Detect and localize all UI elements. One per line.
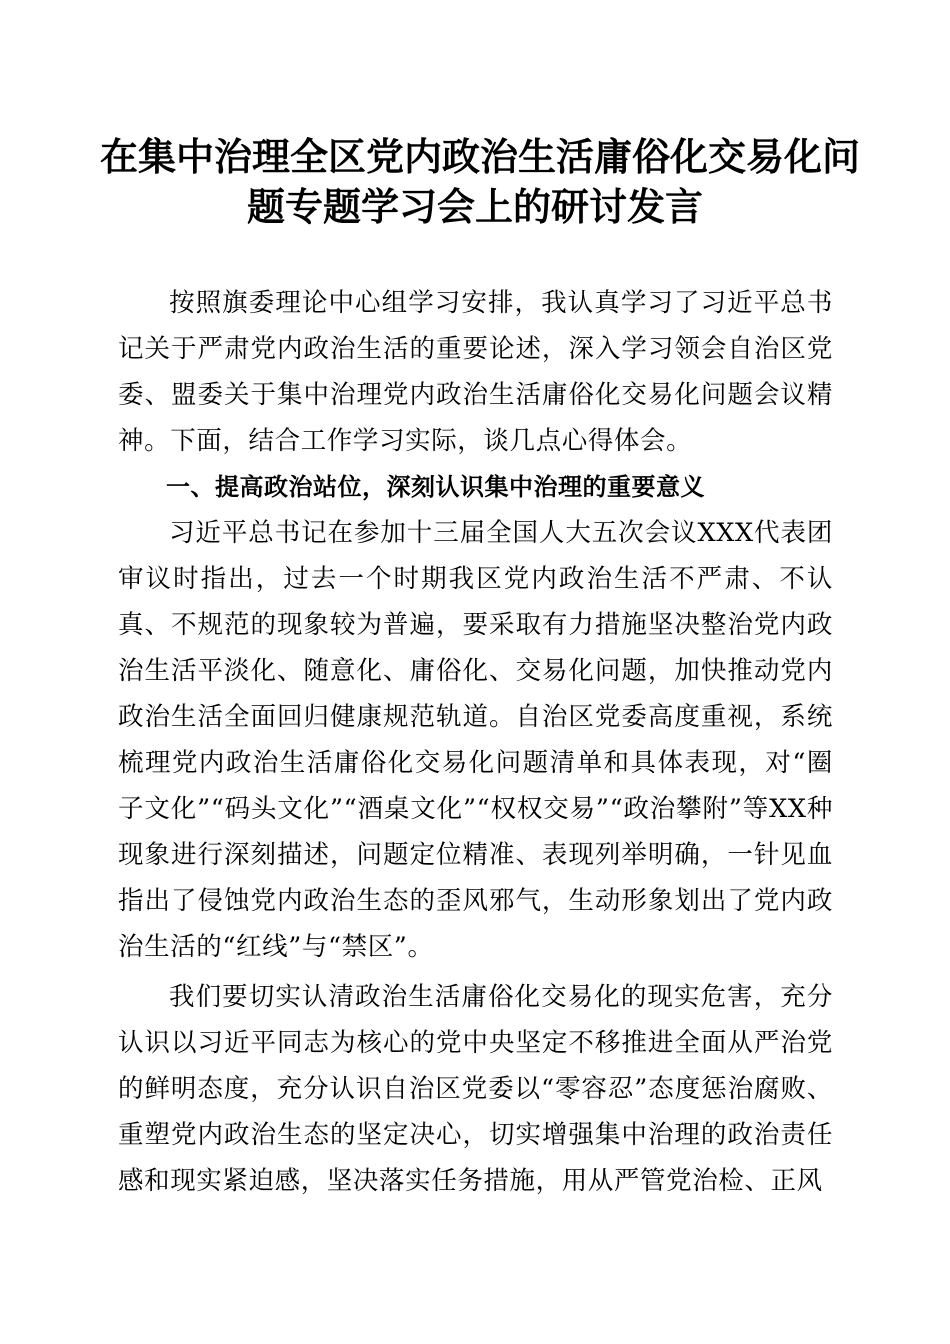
body-paragraph-2: 我们要切实认清政治生活庸俗化交易化的现实危害，充分认识以习近平同志为核心的党中央坚定不移推进全面从严治党的鲜明态度，充分认识自治区党委以“零容忍”态度惩治腐败、重塑党内政治生态的坚定决心，切实增强集中治理的政治责任感和现实紧迫感，坚决落实任务措施，用从严管党治检、正风 — [118, 982, 833, 1196]
intro-paragraph: 按照旗委理论中心组学习安排，我认真学习了习近平总书记关于严肃党内政治生活的重要论述，深入学习领会自治区党委、盟委关于集中治理党内政治生活庸俗化交易化问题会议精神。下面，结合工作学习实际，谈几点心得体会。 — [118, 288, 833, 456]
document-title — [100, 132, 861, 232]
document-body — [118, 280, 833, 1204]
title-line-2: 题专题学习会上的研讨发言 — [246, 184, 703, 229]
body-paragraph-1: 习近平总书记在参加十三届全国人大五次会议XXX代表团审议时指出，过去一个时期我区党内政治生活不严肃、不认真、不规范的现象较为普遍，要采取有力措施坚决整治党内政治生活平淡化、随意化、庸俗化、交易化问题，加快推动党内政治生活全面回归健康规范轨道。自治区党委高度重视，系统梳理党内政治生活庸俗化交易化问题清单和具体表现，对“圈子文化”“码头文化”“酒桌文化”“权权交易”“政治攀附”等XX种现象进行深刻描述，问题定位精准、表现列举明确，一针见血指出了侵蚀党内政治生态的歪风邪气，生动形象划出了党内政治生活的“红线”与“禁区”。 — [118, 518, 833, 962]
title-line-1: 在集中治理全区党内政治生活庸俗化交易化问 — [100, 134, 861, 179]
section-heading-1: 一、提高政治站位，深刻认识集中治理的重要意义 — [166, 473, 705, 501]
